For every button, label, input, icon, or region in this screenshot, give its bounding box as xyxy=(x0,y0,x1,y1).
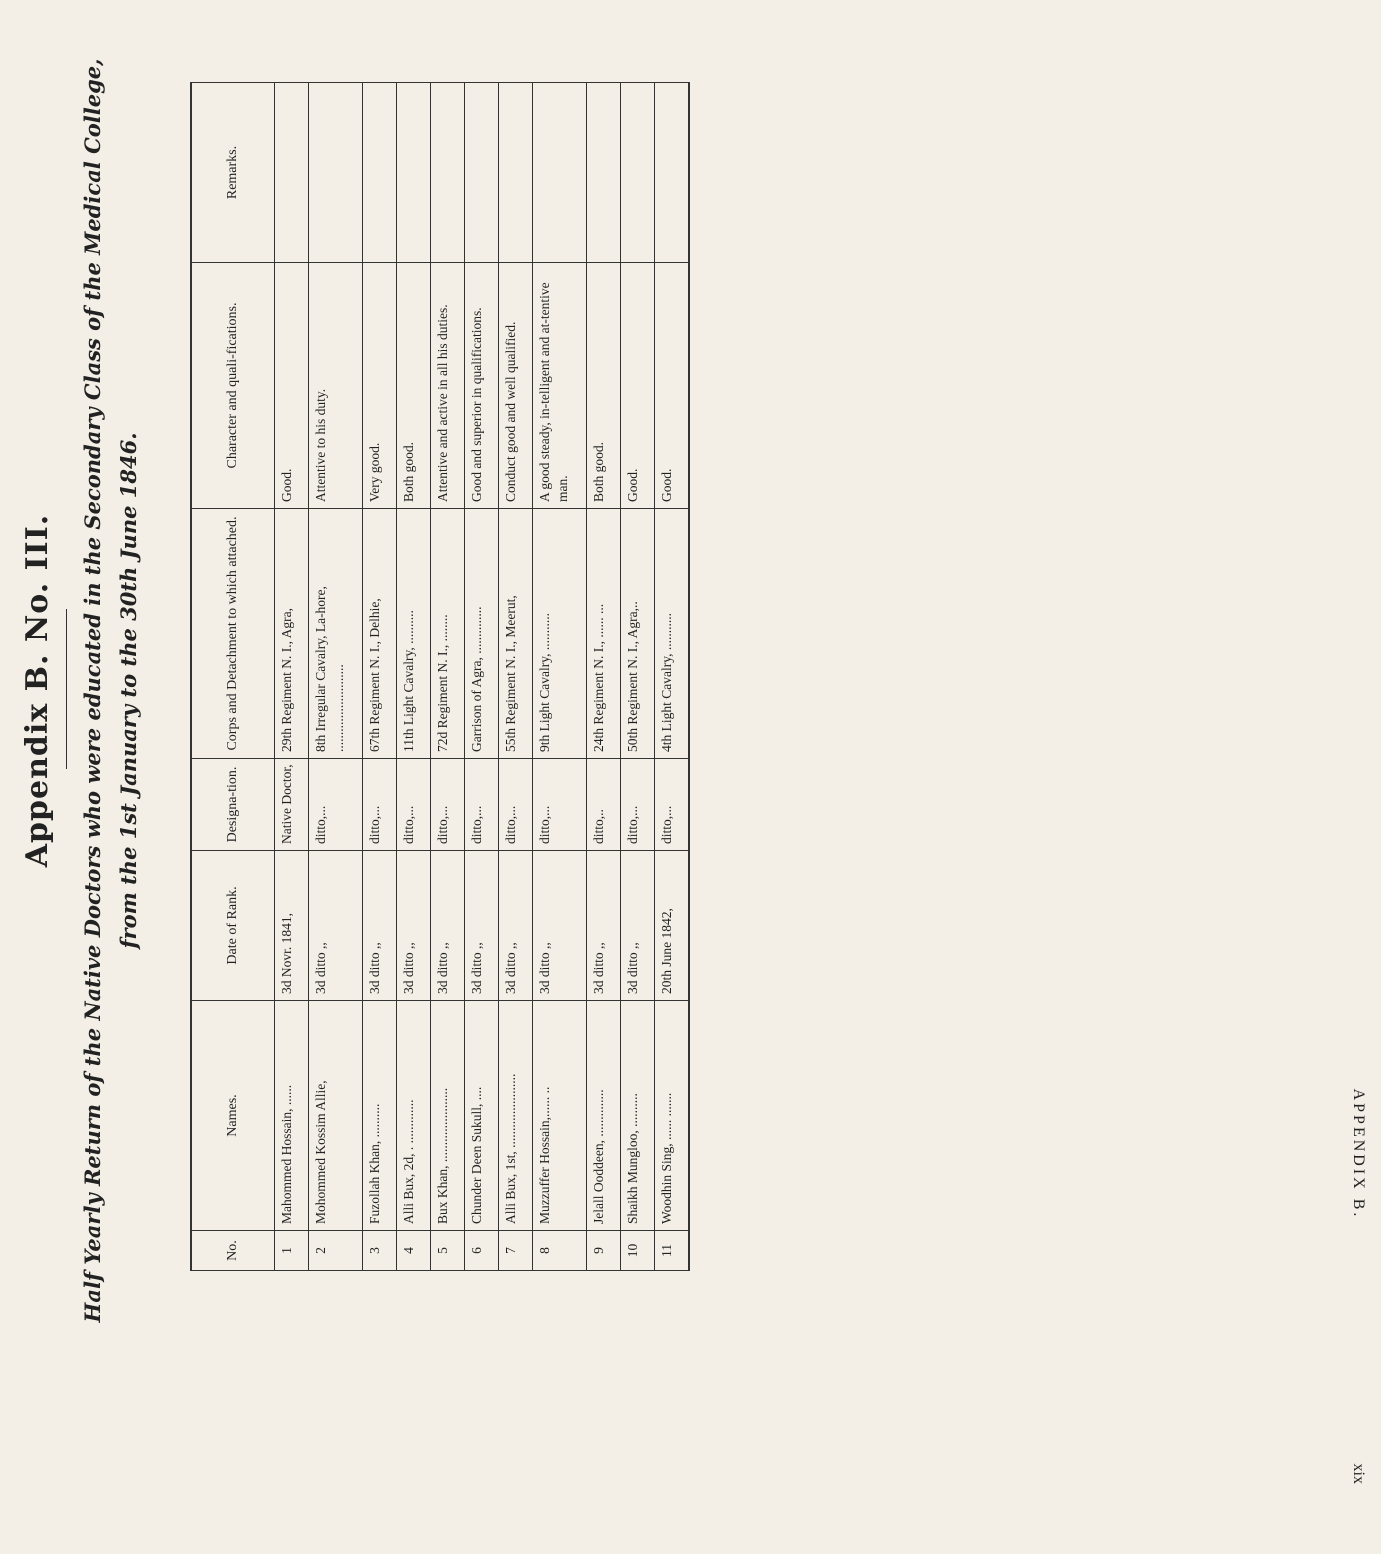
cell-character xyxy=(532,263,586,509)
cell-rank-text: 3d ditto ,, xyxy=(312,942,328,994)
cell-rank-text: 3d ditto ,, xyxy=(591,942,607,994)
cell-desig xyxy=(464,759,498,851)
appendix-heading: Appendix B. No. III. xyxy=(20,513,55,868)
cell-rank xyxy=(363,851,397,1001)
cell-corps xyxy=(397,509,431,759)
cell-corps xyxy=(431,509,465,759)
table-row xyxy=(275,83,309,1271)
cell-corps-text: 67th Regiment N. I., Delhie, xyxy=(367,598,383,752)
cell-character-text: A good steady, in-telligent and at-tentive man. xyxy=(536,282,570,502)
cell-corps-text: 29th Regiment N. I., Agra, xyxy=(279,608,294,752)
table-body xyxy=(275,83,690,1271)
cell-remarks-text xyxy=(590,89,610,256)
cell-remarks-text xyxy=(658,89,678,256)
cell-rank-text: 3d ditto ,, xyxy=(625,942,641,994)
cell-no xyxy=(308,1231,362,1271)
cell-corps xyxy=(532,509,586,759)
cell-no-text: 11 xyxy=(658,1244,674,1257)
running-head: APPENDIX B. xyxy=(1350,1088,1367,1220)
cell-desig xyxy=(654,759,689,851)
cell-character-text: Good. xyxy=(625,468,641,502)
cell-remarks xyxy=(498,83,532,263)
cell-rank xyxy=(275,851,309,1001)
cell-desig xyxy=(363,759,397,851)
cell-name xyxy=(308,1001,362,1231)
heading-rule xyxy=(66,609,67,769)
cell-name xyxy=(397,1001,431,1231)
table-row xyxy=(363,83,397,1271)
cell-corps xyxy=(621,509,655,759)
cell-corps-text: 24th Regiment N. I., ...... ... xyxy=(591,603,607,752)
cell-corps-text: 9th Light Cavalry, ........... xyxy=(536,613,552,752)
cell-remarks-text xyxy=(536,89,556,256)
cell-remarks-text xyxy=(468,89,488,256)
cell-no-text: 4 xyxy=(401,1247,417,1254)
cell-corps xyxy=(654,509,689,759)
cell-character-text: Good. xyxy=(658,468,674,502)
cell-no xyxy=(498,1231,532,1271)
cell-no xyxy=(621,1231,655,1271)
cell-no xyxy=(275,1231,309,1271)
cell-character-text: Good. xyxy=(279,468,294,502)
cell-rank-text: 3d ditto ,, xyxy=(435,942,451,994)
cell-remarks xyxy=(654,83,689,263)
cell-character xyxy=(587,263,621,509)
cell-remarks-text xyxy=(278,89,298,256)
table-row xyxy=(431,83,465,1271)
cell-rank-text: 3d ditto ,, xyxy=(367,942,383,994)
cell-corps-text: 50th Regiment N. I., Agra,.. xyxy=(625,601,641,752)
cell-character-text: Attentive and active in all his duties. xyxy=(435,304,451,502)
cell-name xyxy=(363,1001,397,1231)
cell-no-text: 7 xyxy=(502,1247,518,1254)
table-row xyxy=(654,83,689,1271)
cell-desig xyxy=(621,759,655,851)
table-row xyxy=(498,83,532,1271)
cell-no-text: 3 xyxy=(367,1247,383,1254)
native-doctors-return-table xyxy=(190,82,690,1271)
cell-rank xyxy=(431,851,465,1001)
cell-no-text: 1 xyxy=(279,1247,294,1254)
cell-rank xyxy=(654,851,689,1001)
cell-desig-text: ditto,... xyxy=(502,805,518,844)
cell-corps xyxy=(275,509,309,759)
cell-desig-text: ditto,... xyxy=(536,805,552,844)
cell-corps-text: 11th Light Cavalry, .......... xyxy=(401,610,417,752)
cell-remarks xyxy=(363,83,397,263)
cell-desig xyxy=(308,759,362,851)
cell-character xyxy=(308,263,362,509)
cell-remarks xyxy=(431,83,465,263)
cell-remarks xyxy=(532,83,586,263)
cell-rank-text: 3d ditto ,, xyxy=(401,942,417,994)
cell-corps xyxy=(587,509,621,759)
cell-character xyxy=(275,263,309,509)
cell-name-text: Mahommed Hossain, ...... xyxy=(279,1084,294,1224)
cell-corps xyxy=(308,509,362,759)
cell-remarks xyxy=(621,83,655,263)
cell-no xyxy=(532,1231,586,1271)
cell-character xyxy=(431,263,465,509)
cell-desig-text: ditto,... xyxy=(658,805,674,844)
table-row xyxy=(464,83,498,1271)
cell-rank-text: 3d ditto ,, xyxy=(536,942,552,994)
col-header-names: Names. xyxy=(191,1001,275,1231)
cell-rank xyxy=(308,851,362,1001)
cell-remarks-text xyxy=(502,89,522,256)
cell-rank xyxy=(587,851,621,1001)
cell-character-text: Very good. xyxy=(367,442,383,502)
cell-rank xyxy=(621,851,655,1001)
cell-desig-text: Native Doctor, xyxy=(279,764,294,844)
cell-desig-text: ditto,... xyxy=(468,805,484,844)
cell-no xyxy=(397,1231,431,1271)
table-row xyxy=(308,83,362,1271)
cell-name-text: Alli Bux, 1st, ...................... xyxy=(502,1073,518,1224)
cell-desig-text: ditto,... xyxy=(367,805,383,844)
cell-name xyxy=(587,1001,621,1231)
cell-desig xyxy=(532,759,586,851)
cell-corps-text: 55th Regiment N. I., Meerut, xyxy=(502,595,518,752)
cell-name-text: Bux Khan, ...................... xyxy=(435,1087,451,1224)
cell-character-text: Both good. xyxy=(401,441,417,502)
cell-remarks-text xyxy=(400,89,420,256)
cell-character-text: Good and superior in qualifications. xyxy=(468,307,484,502)
cell-name-text: Jelall Ooddeen, .............. xyxy=(591,1089,607,1224)
cell-rank-text: 3d Novr. 1841, xyxy=(279,913,294,994)
cell-no xyxy=(654,1231,689,1271)
cell-rank-text: 20th June 1842, xyxy=(658,908,674,994)
page-number: xix xyxy=(1350,1463,1367,1484)
cell-rank xyxy=(532,851,586,1001)
cell-rank-text: 3d ditto ,, xyxy=(502,942,518,994)
cell-character xyxy=(397,263,431,509)
cell-character-text: Attentive to his duty. xyxy=(312,388,328,502)
cell-name xyxy=(498,1001,532,1231)
cell-remarks xyxy=(275,83,309,263)
table-row xyxy=(621,83,655,1271)
cell-rank xyxy=(464,851,498,1001)
cell-remarks xyxy=(464,83,498,263)
cell-desig-text: ditto,.. xyxy=(591,809,607,844)
cell-desig-text: ditto,... xyxy=(435,805,451,844)
cell-remarks xyxy=(397,83,431,263)
cell-remarks-text xyxy=(624,89,644,256)
col-header-corps: Corps and Detachment to which attached. xyxy=(191,509,275,759)
cell-corps xyxy=(498,509,532,759)
cell-desig-text: ditto,... xyxy=(312,805,328,844)
cell-rank xyxy=(397,851,431,1001)
cell-name xyxy=(532,1001,586,1231)
cell-name xyxy=(431,1001,465,1231)
cell-remarks-text xyxy=(366,89,386,256)
return-title-line1: Half Yearly Return of the Native Doctors who were educated in the Secondary Class of the Medical College, xyxy=(80,58,105,1323)
cell-character xyxy=(464,263,498,509)
cell-character xyxy=(654,263,689,509)
cell-name-text: Shaikh Mungloo, .......... xyxy=(625,1093,641,1224)
cell-remarks-text xyxy=(312,89,332,256)
cell-character xyxy=(363,263,397,509)
cell-name-text: Woodhin Sing, ...... ....... xyxy=(658,1092,674,1224)
table-row xyxy=(532,83,586,1271)
cell-desig xyxy=(275,759,309,851)
cell-name-text: Fuzollah Khan, .......... xyxy=(367,1103,383,1224)
cell-no xyxy=(587,1231,621,1271)
cell-character xyxy=(498,263,532,509)
cell-desig xyxy=(498,759,532,851)
cell-no-text: 9 xyxy=(591,1247,607,1254)
cell-character-text: Conduct good and well qualified. xyxy=(502,321,518,502)
table-row xyxy=(397,83,431,1271)
cell-desig-text: ditto,... xyxy=(625,805,641,844)
col-header-date-of-rank: Date of Rank. xyxy=(191,851,275,1001)
col-header-no: No. xyxy=(191,1231,275,1271)
cell-corps-text: 72d Regiment N. I., ........ xyxy=(435,614,451,752)
cell-name-text: Chunder Deen Sukull, .... xyxy=(468,1086,484,1224)
cell-no-text: 6 xyxy=(468,1247,484,1254)
cell-corps xyxy=(464,509,498,759)
cell-character-text: Both good. xyxy=(591,441,607,502)
cell-name xyxy=(654,1001,689,1231)
cell-name xyxy=(621,1001,655,1231)
cell-name-text: Mohommed Kossim Allie, xyxy=(312,1080,328,1224)
cell-desig xyxy=(397,759,431,851)
cell-no-text: 2 xyxy=(312,1247,328,1254)
col-header-remarks: Remarks. xyxy=(191,83,275,263)
cell-corps xyxy=(363,509,397,759)
cell-corps-text: 8th Irregular Cavalry, La-hore, .......................... xyxy=(312,586,347,752)
col-header-character: Character and quali-fications. xyxy=(191,263,275,509)
cell-name xyxy=(464,1001,498,1231)
cell-no-text: 5 xyxy=(435,1247,451,1254)
cell-corps-text: Garrison of Agra, .............. xyxy=(468,606,484,752)
cell-no-text: 8 xyxy=(536,1247,552,1254)
cell-corps-text: 4th Light Cavalry, ........... xyxy=(658,613,674,752)
cell-character xyxy=(621,263,655,509)
cell-desig-text: ditto,... xyxy=(401,805,417,844)
cell-remarks xyxy=(587,83,621,263)
cell-no-text: 10 xyxy=(625,1243,641,1258)
cell-no xyxy=(431,1231,465,1271)
cell-no xyxy=(464,1231,498,1271)
cell-rank xyxy=(498,851,532,1001)
cell-desig xyxy=(431,759,465,851)
table-header-row xyxy=(191,83,275,1271)
cell-no xyxy=(363,1231,397,1271)
cell-remarks xyxy=(308,83,362,263)
table-row xyxy=(587,83,621,1271)
cell-rank-text: 3d ditto ,, xyxy=(468,942,484,994)
col-header-designation: Designa-tion. xyxy=(191,759,275,851)
cell-remarks-text xyxy=(434,89,454,256)
cell-name-text: Muzzuffer Hossain,...... .. xyxy=(536,1086,552,1224)
cell-name xyxy=(275,1001,309,1231)
cell-name-text: Alli Bux, 2d, . ............. xyxy=(401,1099,417,1224)
cell-desig xyxy=(587,759,621,851)
return-title-line2: from the 1st January to the 30th June 1846. xyxy=(116,432,141,949)
